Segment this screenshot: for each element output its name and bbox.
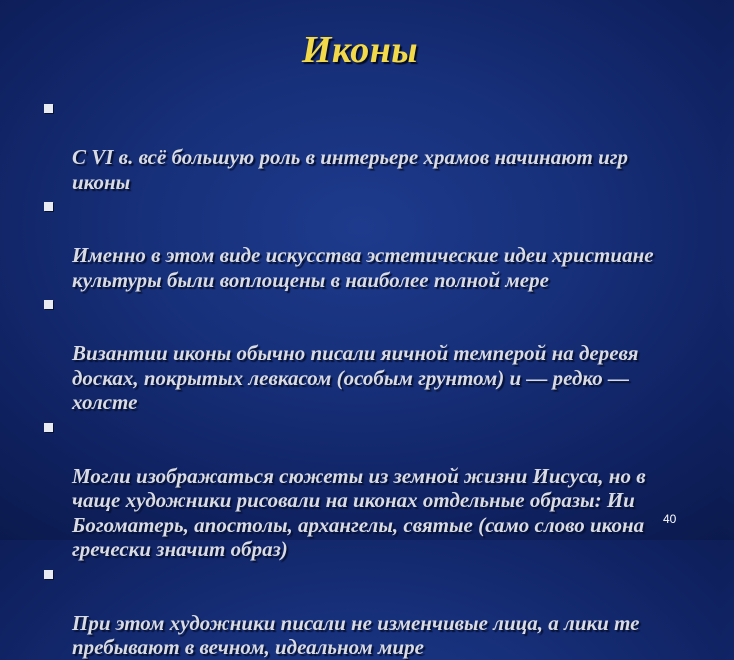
slide-title: Иконы [301, 29, 419, 71]
bullet-item-4 [44, 415, 734, 562]
bullet-text-3: Византии иконы обычно писали яичной темперой на деревя досках, покрытых левкасом (особым грунтом) и — редко — холсте [72, 341, 639, 414]
bullet-item-3 [44, 292, 734, 415]
square-bullet-icon [44, 570, 53, 579]
bullet-item-1 [44, 96, 734, 194]
page-number: 40 [663, 512, 677, 526]
bullet-list [44, 96, 734, 660]
square-bullet-icon [44, 202, 53, 211]
square-bullet-icon [44, 104, 53, 113]
bullet-text-5: При этом художники писали не изменчивые лица, а лики те пребывают в вечном, идеальном мире [72, 610, 640, 659]
square-bullet-icon [44, 300, 53, 309]
square-bullet-icon [44, 423, 53, 432]
bullet-item-5 [44, 562, 734, 660]
bullet-text-2: Именно в этом виде искусства эстетические идеи христиане культуры были воплощены в наиболее полной мере [72, 243, 654, 292]
bullet-item-2 [44, 194, 734, 292]
bullet-text-1: С VI в. всё большую роль в интерьере храмов начинают игр иконы [72, 145, 629, 194]
bullet-text-4: Могли изображаться сюжеты из земной жизни Иисуса, но в чаще художники рисовали на иконах отдельные образы: Ии Богоматерь, апостолы, архангелы, святые (само слово икона гречески значит образ) [72, 463, 646, 561]
